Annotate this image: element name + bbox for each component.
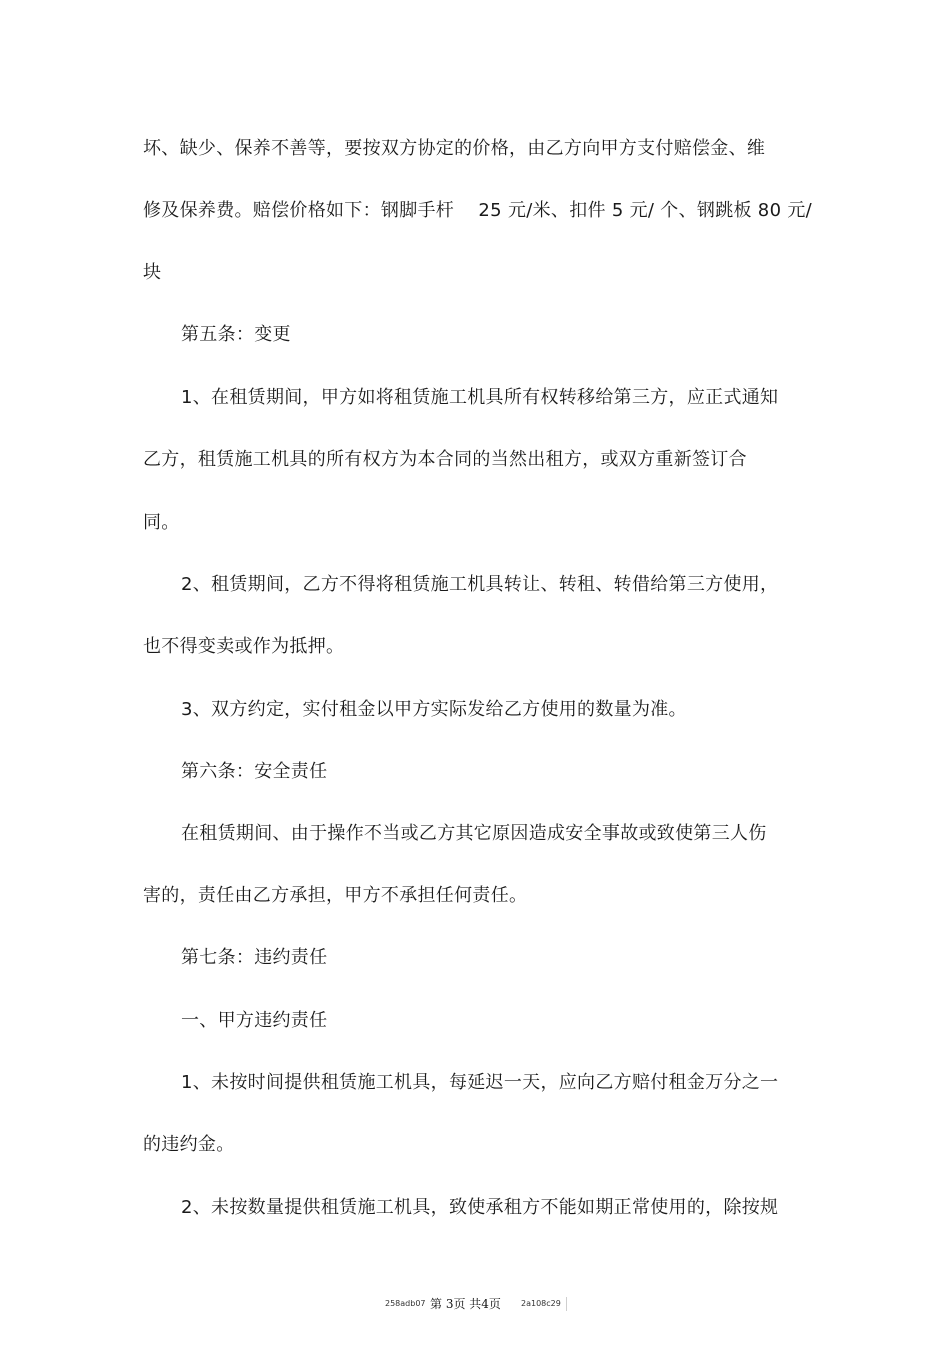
text-line: 也不得变卖或作为抵押。 xyxy=(143,636,345,657)
text-line: 乙方，租赁施工机具的所有权方为本合同的当然出租方，或双方重新签订合 xyxy=(143,449,747,470)
footer-right-code: 2a108c29 xyxy=(521,1299,561,1308)
text-line: 在租赁期间、由于操作不当或乙方其它原因造成安全事故或致使第三人伤 xyxy=(181,823,767,844)
text-line: 1、未按时间提供租赁施工机具，每延迟一天，应向乙方赔付租金万分之一 xyxy=(181,1072,779,1093)
section-heading: 第七条：违约责任 xyxy=(181,947,328,968)
footer-left-code: 258adb07 xyxy=(385,1299,426,1308)
page-number: 第 3页 共4页 xyxy=(430,1297,501,1311)
text-line: 同。 xyxy=(143,512,180,533)
text-line: 修及保养费。赔偿价格如下：钢脚手杆 25 元/米、扣件 5 元/ 个、钢跳板 80 元/ xyxy=(143,200,813,221)
text-line: 2、租赁期间，乙方不得将租赁施工机具转让、转租、转借给第三方使用， xyxy=(181,574,779,595)
subsection-heading: 一、甲方违约责任 xyxy=(181,1010,328,1031)
footer-divider xyxy=(566,1297,567,1311)
text-line: 2、未按数量提供租赁施工机具，致使承租方不能如期正常使用的，除按规 xyxy=(181,1197,779,1218)
text-line: 害的，责任由乙方承担，甲方不承担任何责任。 xyxy=(143,885,528,906)
text-line: 3、双方约定，实付租金以甲方实际发给乙方使用的数量为准。 xyxy=(181,699,687,720)
text-line: 块 xyxy=(143,262,162,283)
page-footer xyxy=(0,1295,950,1313)
text-line: 坏、缺少、保养不善等，要按双方协定的价格，由乙方向甲方支付赔偿金、维 xyxy=(143,138,766,159)
text-line: 1、在租赁期间，甲方如将租赁施工机具所有权转移给第三方，应正式通知 xyxy=(181,387,779,408)
section-heading: 第六条：安全责任 xyxy=(181,761,328,782)
section-heading: 第五条：变更 xyxy=(181,324,291,345)
text-line: 的违约金。 xyxy=(143,1134,235,1155)
